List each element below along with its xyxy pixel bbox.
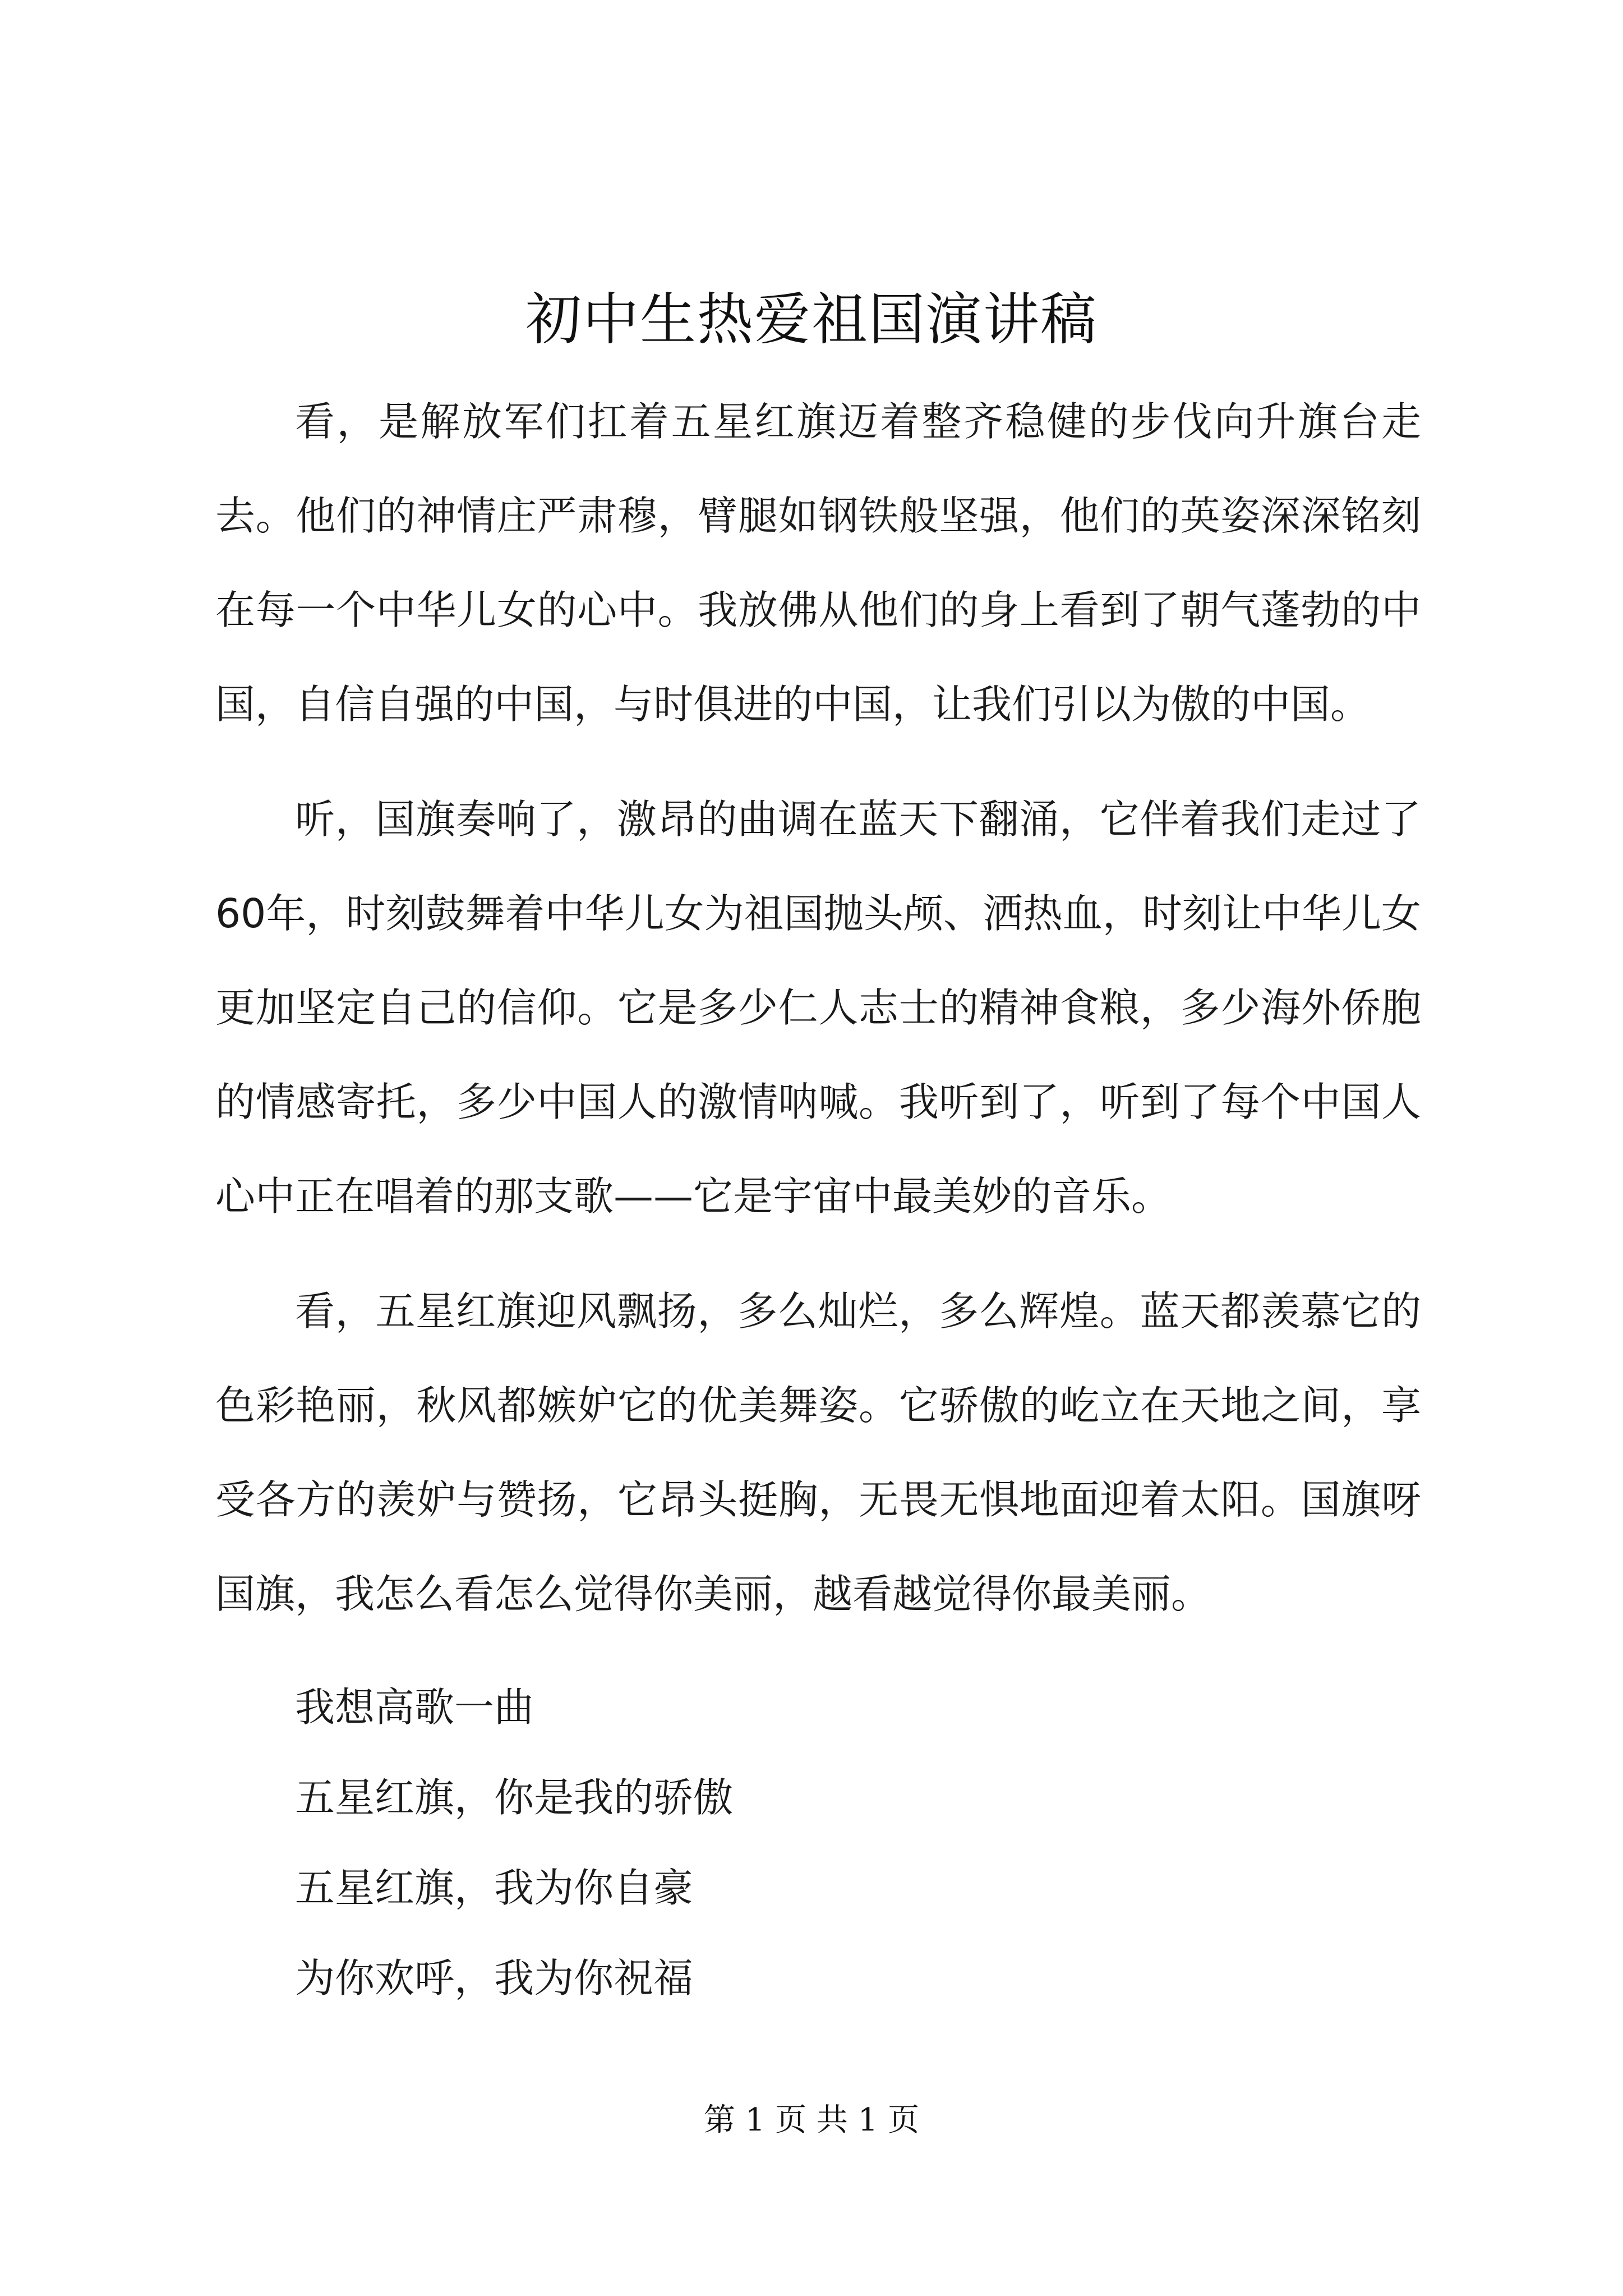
body-paragraph-2: 听，国旗奏响了，激昂的曲调在蓝天下翻涌，它伴着我们走过了60年，时刻鼓舞着中华儿女为祖国抛头颅、洒热血，时刻让中华儿女更加坚定自己的信仰。它是多少仁人志士的精神食粮，多少海外侨胞的情感寄托，多少中国人的激情呐喊。我听到了，听到了每个中国人心中正在唱着的那支歌——它是宇宙中最美妙的音乐。	[215, 796, 1421, 1220]
body-paragraph-3: 看，五星红旗迎风飘扬，多么灿烂，多么辉煌。蓝天都羡慕它的色彩艳丽，秋风都嫉妒它的优美舞姿。它骄傲的屹立在天地之间，享受各方的羡妒与赞扬，它昂头挺胸，无畏无惧地面迎着太阳。国旗呀国旗，我怎么看怎么觉得你美丽，越看越觉得你最美丽。	[215, 1288, 1421, 1617]
poem-block	[215, 1662, 1421, 2023]
poem-line-1: 我想高歌一曲	[295, 1684, 534, 1731]
poem-line-4: 为你欢呼，我为你祝福	[295, 1955, 694, 2001]
body-paragraph-1: 看，是解放军们扛着五星红旗迈着整齐稳健的步伐向升旗台走去。他们的神情庄严肃穆，臂腿如钢铁般坚强，他们的英姿深深铭刻在每一个中华儿女的心中。我放佛从他们的身上看到了朝气蓬勃的中国，自信自强的中国，与时俱进的中国，让我们引以为傲的中国。	[215, 398, 1421, 728]
document-body	[215, 375, 1421, 2023]
document-title: 初中生热爱祖国演讲稿	[525, 287, 1098, 352]
page-number-footer: 第 1 页 共 1 页	[703, 2102, 920, 2138]
poem-line-3: 五星红旗，我为你自豪	[295, 1865, 694, 1911]
poem-line-2: 五星红旗，你是我的骄傲	[295, 1774, 734, 1821]
